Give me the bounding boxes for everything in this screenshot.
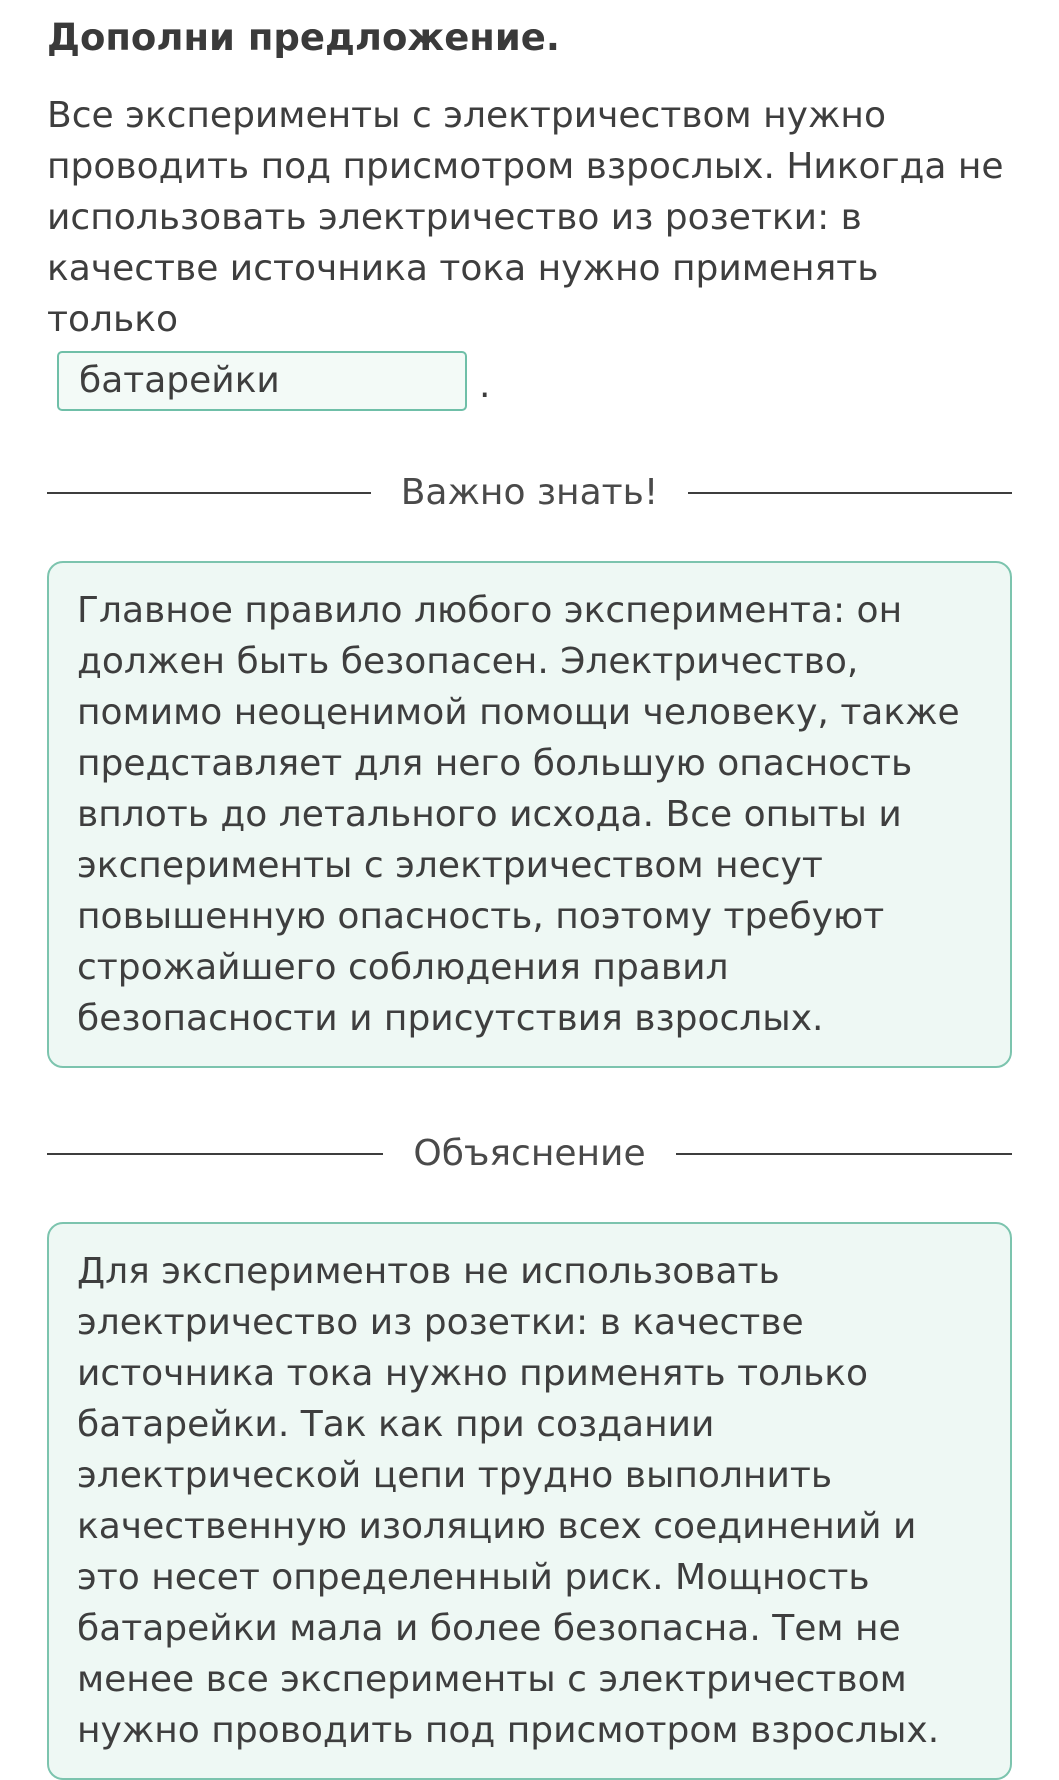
task-page (47, 0, 1012, 1780)
explanation-box: Для экспериментов не использовать электричество из розетки: в качестве источника тока нужно применять только батарейки. Так как при создании электрической цепи трудно выполнить качественную изоляцию всех соединений и это несет определенный риск. Мощность батарейки мала и более безопасна. Тем не менее все эксперименты с электричеством нужно проводить под присмотром взрослых. (47, 1222, 1012, 1780)
important-divider (47, 469, 1012, 517)
divider-line-left (47, 492, 371, 494)
important-heading: Важно знать! (400, 472, 659, 513)
divider-line-right (676, 1153, 1012, 1155)
answer-period: . (479, 365, 491, 406)
important-box: Главное правило любого эксперимента: он должен быть безопасен. Электричество, помимо неоценимой помощи человеку, также представляет для него большую опасность вплоть до летального исхода. Все опыты и эксперименты с электричеством несут повышенную опасность, поэтому требуют строжайшего соблюдения правил безопасности и присутствия взрослых. (47, 561, 1012, 1068)
divider-line-right (688, 492, 1012, 494)
divider-line-left (47, 1153, 383, 1155)
task-title: Дополни предложение. (47, 16, 560, 59)
answer-input[interactable]: батарейки (57, 351, 467, 411)
answer-row (47, 351, 1012, 411)
explanation-divider (47, 1130, 1012, 1178)
explanation-heading: Объяснение (413, 1133, 646, 1174)
question-text: Все эксперименты с электричеством нужно проводить под присмотром взрослых. Никогда не использовать электричество из розетки: в качестве источника тока нужно применять только (47, 95, 1004, 340)
